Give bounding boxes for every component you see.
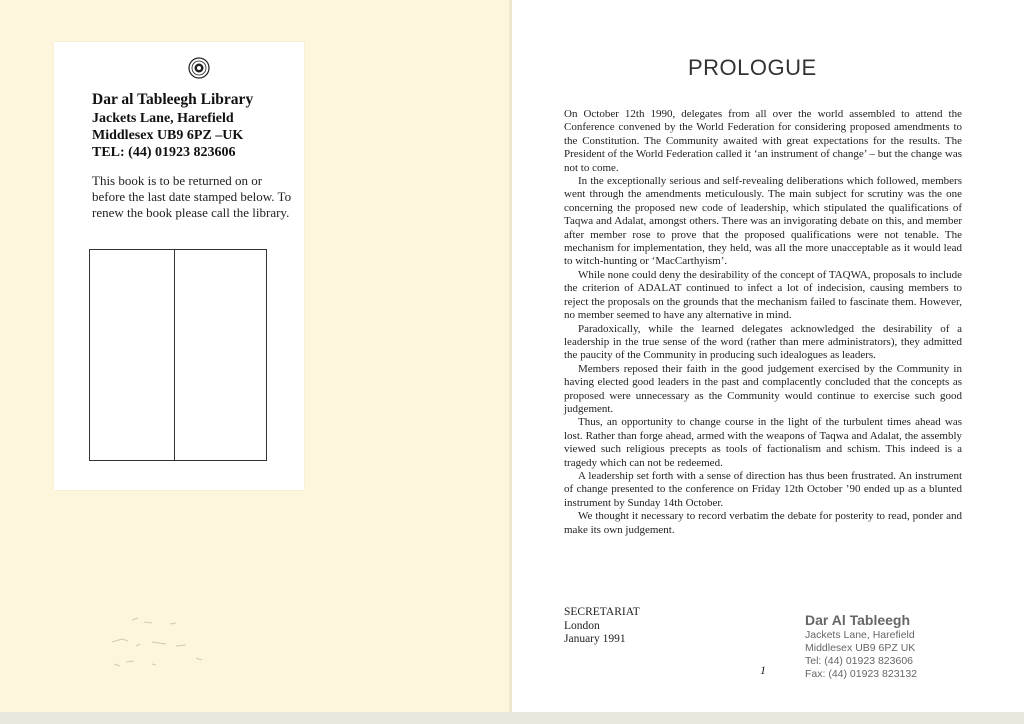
- return-notice: This book is to be returned on or before the last date stamped below. To renew the book please call the library.: [92, 173, 292, 220]
- signature-line: London: [564, 619, 600, 632]
- date-stamp-table: [89, 249, 267, 461]
- address-stamp: [805, 612, 917, 681]
- left-page: [0, 0, 512, 712]
- address-stamp-name: Dar Al Tableegh: [805, 612, 911, 628]
- library-address-line2: Middlesex UB9 6PZ –UK: [92, 128, 244, 143]
- scan-bottom-edge: [0, 712, 1024, 724]
- address-stamp-line: Jackets Lane, Harefield: [805, 629, 915, 641]
- signature-block: [564, 606, 640, 647]
- faint-pencil-marks: [92, 612, 232, 682]
- library-phone: TEL: (44) 01923 823606: [92, 145, 236, 160]
- paragraph: In the exceptionally serious and self-revealing deliberations which followed, members went through the amendments meticulously. The main subject for scrutiny was the one concerning the proposed new code of leadership, which stipulated the qualifications of Taqwa and Adalat, amongst others. There was an invigorating debate on this, and member after member rose to prove that the proposed qualifications were not tenable. The mechanism for implementation, they held, was all the more unacceptable as it would lead to witch-hunting or ‘MacCarthyism’.: [564, 175, 962, 268]
- paragraph: Members reposed their faith in the good judgement exercised by the Community in having elected good leaders in the past and complacently concluded that the concepts as proposed were unnecessary as the Community would continue to exercise such good judgement.: [564, 362, 962, 415]
- paragraph: Thus, an opportunity to change course in the light of the turbulent times ahead was lost. Rather than forge ahead, armed with the weapons of Taqwa and Adalat, the assembly viewed such religious precepts as tools of factionalism and schism. This indeed is a tragedy which can not be redeemed.: [564, 416, 962, 469]
- paragraph: On October 12th 1990, delegates from all over the world assembled to attend the Conference convened by the World Federation for considering proposed amendments to the Constitution. The Community awaited with great expectations for the results. The President of the World Federation called it ‘an instrument of change’ – but the change was not to come.: [564, 108, 962, 174]
- paragraph: Paradoxically, while the learned delegates acknowledged the desirability of a leadership in the true sense of the word (rather than mere administrators), they admitted the paucity of the Community in producing such idealogues as leaders.: [564, 322, 962, 362]
- library-address-line1: Jackets Lane, Harefield: [92, 111, 234, 126]
- paragraph: A leadership set forth with a sense of direction has thus been frustrated. An instrument of change presented to the conference on Friday 12th October ’90 ended up as a blunted instrument by Sunday 14th October.: [564, 469, 962, 509]
- address-stamp-fax: Fax: (44) 01923 823132: [805, 668, 918, 680]
- prologue-title: PROLOGUE: [688, 55, 817, 80]
- stamp-table-divider: [174, 250, 175, 460]
- library-slip: [54, 42, 304, 490]
- paragraph: We thought it necessary to record verbatim the debate for posterity to read, ponder and make its own judgement.: [564, 510, 962, 536]
- signature-line: January 1991: [564, 633, 626, 645]
- signature-line: SECRETARIAT: [564, 606, 640, 618]
- library-name: Dar al Tableegh Library: [92, 91, 254, 108]
- address-stamp-tel: Tel: (44) 01923 823606: [805, 655, 913, 667]
- page-number: 1: [760, 663, 766, 677]
- paragraph: While none could deny the desirability of the concept of TAQWA, proposals to include the criterion of ADALAT continued to infect a lot of indecision, causing members to reject the proposals on the grounds that the mechanism failed to fascinate them. However, no member seemed to have any alternative in mind.: [564, 268, 962, 322]
- prologue-body: [564, 108, 962, 537]
- address-stamp-line: Middlesex UB9 6PZ UK: [805, 642, 916, 654]
- library-seal-icon: [188, 57, 210, 79]
